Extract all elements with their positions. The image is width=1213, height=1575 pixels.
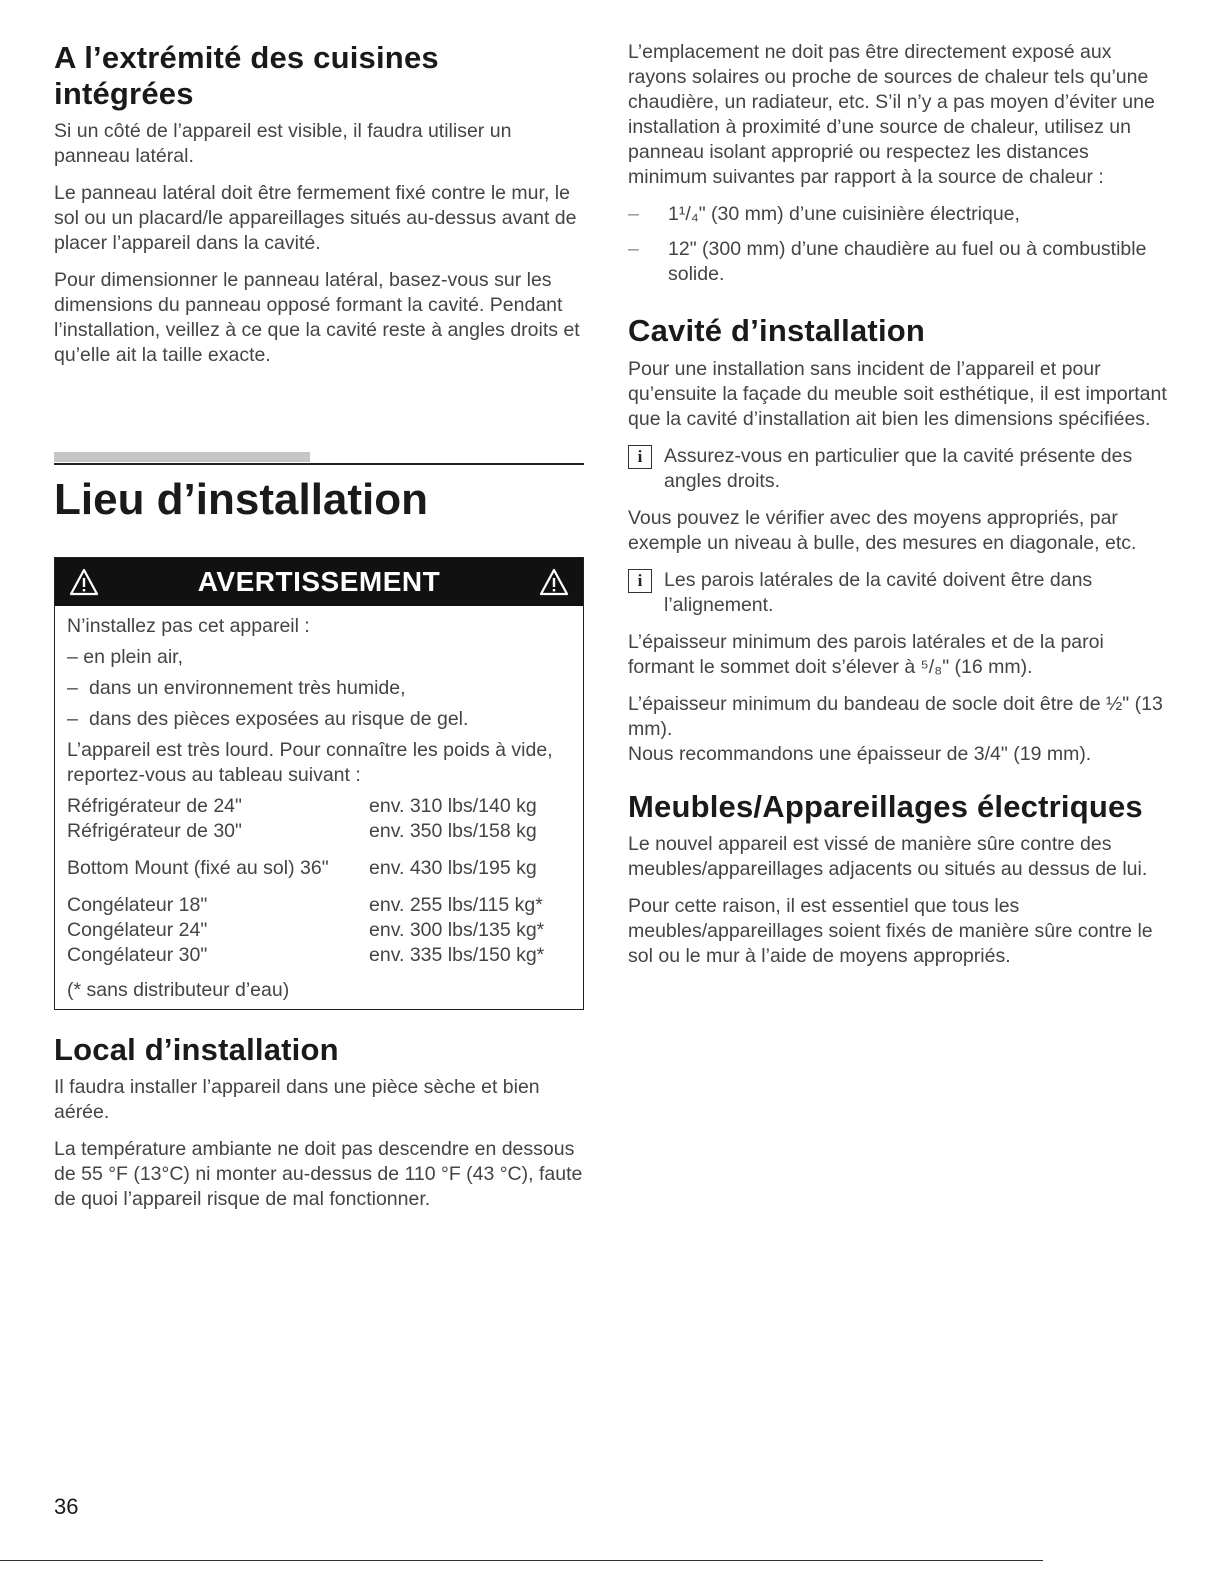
distance-text: 12" (300 mm) d’une chaudière au fuel ou à combustible solide. <box>668 238 1147 285</box>
weight-row <box>67 943 571 968</box>
footer-rule <box>0 1560 1043 1561</box>
warning-item: – en plein air, <box>67 645 184 668</box>
warning-item <box>67 707 571 732</box>
section-divider-bar <box>54 452 310 462</box>
weight-value: env. 310 lbs/140 kg <box>369 794 537 817</box>
heading-extremite: A l’extrémité des cuisines intégrées <box>54 40 439 111</box>
paragraph: Pour cette raison, il est essentiel que tous les meubles/appareillages soient fixés de manière sûre contre le sol ou le mur à l’aide de moyens appropriés. <box>628 895 1153 968</box>
info-note <box>628 444 1168 494</box>
section-divider-line <box>54 463 584 465</box>
paragraph: Si un côté de l’appareil est visible, il faudra utiliser un panneau latéral. <box>54 120 512 168</box>
warning-triangle-icon <box>69 568 99 596</box>
page-number: 36 <box>54 1494 79 1519</box>
paragraph: Vous pouvez le vérifier avec des moyens appropriés, par exemple un niveau à bulle, des mesures en diagonale, etc. <box>628 506 1137 554</box>
weight-label: Congélateur 30" <box>67 943 208 966</box>
dash-mark: – <box>628 203 639 225</box>
paragraph: Le nouvel appareil est vissé de manière sûre contre des meubles/appareillages adjacents ou situés au dessus de lui. <box>628 833 1148 881</box>
right-column <box>628 40 1168 981</box>
warning-triangle-icon <box>539 568 569 596</box>
dash-mark: – <box>628 238 639 260</box>
weight-value: env. 300 lbs/135 kg* <box>369 918 545 941</box>
info-text: Les parois latérales de la cavité doivent être dans l’alignement. <box>664 568 1093 616</box>
section-title: Lieu d’installation <box>54 475 429 525</box>
weight-label: Congélateur 24" <box>67 918 208 941</box>
weight-row <box>67 918 571 943</box>
paragraph: L’épaisseur minimum des parois latérales et de la paroi formant le sommet doit s’élever à ⁵/₈" (16 mm). <box>628 630 1104 678</box>
weight-value: env. 430 lbs/195 kg <box>369 856 537 879</box>
weight-label: Congélateur 18" <box>67 893 208 916</box>
dash-mark: – <box>67 676 78 699</box>
paragraph: Nous recommandons une épaisseur de 3/4" (19 mm). <box>628 742 1092 765</box>
weight-value: env. 255 lbs/115 kg* <box>369 893 543 916</box>
left-column <box>54 40 584 1224</box>
heading-local: Local d’installation <box>54 1031 339 1067</box>
warning-box <box>54 557 584 1010</box>
paragraph: L’emplacement ne doit pas être directement exposé aux rayons solaires ou proche de sources de chaleur tels qu’une chaudière, un radiateur, etc. S’il n’y a pas moyen d’éviter une installation à proximité d’une source de chaleur, utilisez un panneau isolant approprié ou respectez les distances minimum suivantes par rapport à la source de chaleur : <box>628 41 1155 188</box>
weight-row <box>67 893 571 918</box>
weight-value: env. 350 lbs/158 kg <box>369 819 537 842</box>
weight-row <box>67 856 571 881</box>
paragraph: L’épaisseur minimum du bandeau de socle doit être de ½" (13 mm). <box>628 692 1163 740</box>
weight-intro: L’appareil est très lourd. Pour connaître les poids à vide, reportez-vous au tableau suivant : <box>67 738 553 786</box>
weight-row <box>67 794 571 819</box>
warning-item-text: dans des pièces exposées au risque de gel. <box>89 707 469 730</box>
warning-title: AVERTISSEMENT <box>197 565 441 597</box>
weight-row <box>67 819 571 844</box>
warning-intro: N’installez pas cet appareil : <box>67 614 310 637</box>
dash-mark: – <box>67 707 78 730</box>
weight-footnote: (* sans distributeur d’eau) <box>67 978 290 1001</box>
info-icon: i <box>628 569 652 593</box>
weight-label: Réfrigérateur de 24" <box>67 794 242 817</box>
warning-header <box>55 558 583 606</box>
paragraph: Il faudra installer l’appareil dans une pièce sèche et bien aérée. <box>54 1076 540 1124</box>
weight-label: Réfrigérateur de 30" <box>67 819 242 842</box>
section-divider <box>54 452 584 466</box>
paragraph: Pour dimensionner le panneau latéral, basez-vous sur les dimensions du panneau opposé formant la cavité. Pendant l’installation, veillez à ce que la cavité reste à angles droits et qu’elle ait la taille exacte. <box>54 269 580 367</box>
info-note <box>628 568 1168 618</box>
weight-label: Bottom Mount (fixé au sol) 36" <box>67 856 329 879</box>
weight-value: env. 335 lbs/150 kg* <box>369 943 545 966</box>
info-text: Assurez-vous en particulier que la cavité présente des angles droits. <box>664 444 1133 492</box>
distance-text: 1¹/₄" (30 mm) d’une cuisinière électrique, <box>668 203 1020 225</box>
paragraph: La température ambiante ne doit pas descendre en dessous de 55 °F (13°C) ni monter au-dessus de 110 °F (43 °C), faute de quoi l’appareil risque de mal fonctionner. <box>54 1138 583 1211</box>
warning-body <box>55 606 583 1009</box>
warning-item-text: dans un environnement très humide, <box>89 676 406 699</box>
info-icon: i <box>628 445 652 469</box>
warning-item <box>67 676 571 701</box>
heading-cavite: Cavité d’installation <box>628 313 926 348</box>
heading-meubles: Meubles/Appareillages électriques <box>628 788 1143 824</box>
paragraph: Le panneau latéral doit être fermement fixé contre le mur, le sol ou un placard/le appareillages situés au-dessus avant de placer l’appareil dans la cavité. <box>54 182 577 255</box>
distance-item <box>628 202 1168 227</box>
paragraph: Pour une installation sans incident de l’appareil et pour qu’ensuite la façade du meuble soit esthétique, il est important que la cavité d’installation ait bien les dimensions spécifiées. <box>628 357 1167 430</box>
distance-item <box>628 237 1168 287</box>
